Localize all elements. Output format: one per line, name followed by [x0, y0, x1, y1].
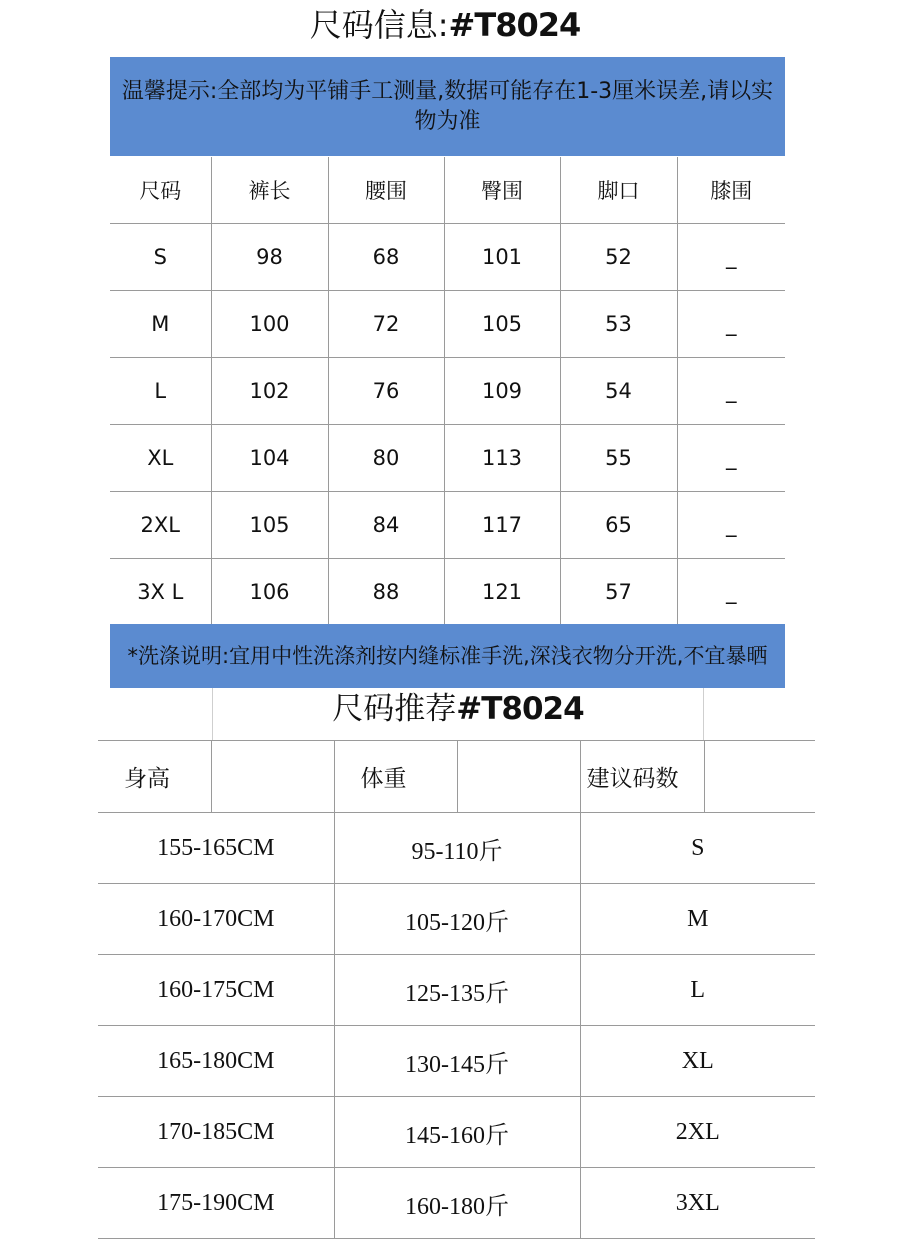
table-row — [98, 955, 815, 1026]
table-cell: 68 — [328, 224, 444, 291]
table-row — [110, 291, 785, 358]
table-cell: 121 — [444, 559, 560, 626]
table-row — [110, 492, 785, 559]
table-cell: 113 — [444, 425, 560, 492]
size-recommend-title — [212, 688, 704, 740]
header-cell: 尺码 — [110, 157, 211, 224]
header-cell-weight: 体重 — [334, 741, 457, 813]
table-cell: _ — [677, 291, 785, 358]
table-cell: 3XL — [580, 1168, 815, 1239]
table-cell: 101 — [444, 224, 560, 291]
size-measurement-table — [110, 157, 785, 626]
table-cell: 53 — [560, 291, 677, 358]
table-cell: L — [110, 358, 211, 425]
table-cell: _ — [677, 358, 785, 425]
table-cell: 52 — [560, 224, 677, 291]
table-cell: _ — [677, 425, 785, 492]
table-cell: 170-185CM — [98, 1097, 334, 1168]
size-recommend-product-code: #T8024 — [456, 691, 584, 727]
recommend-header-row — [98, 741, 815, 813]
table-cell: 165-180CM — [98, 1026, 334, 1097]
table-cell: 160-170CM — [98, 884, 334, 955]
table-cell: 84 — [328, 492, 444, 559]
table-cell: 117 — [444, 492, 560, 559]
header-cell: 腰围 — [328, 157, 444, 224]
table-cell: 3X L — [110, 559, 211, 626]
header-cell: 膝围 — [677, 157, 785, 224]
table-cell: 57 — [560, 559, 677, 626]
header-cell-height: 身高 — [98, 741, 211, 813]
measurement-tip-text: 温馨提示:全部均为平铺手工测量,数据可能存在1-3厘米误差,请以实物为准 — [121, 78, 774, 134]
table-cell: 2XL — [110, 492, 211, 559]
washing-instructions-banner — [110, 624, 785, 688]
table-row — [98, 1026, 815, 1097]
size-recommend-title-text: 尺码推荐 — [332, 691, 457, 727]
table-cell: 155-165CM — [98, 813, 334, 884]
header-cell-spacer — [457, 741, 580, 813]
table-cell: 72 — [328, 291, 444, 358]
table-cell: 100 — [211, 291, 328, 358]
table-cell: _ — [677, 492, 785, 559]
table-row — [98, 884, 815, 955]
table-row — [98, 813, 815, 884]
table-cell: 55 — [560, 425, 677, 492]
table-row — [98, 1097, 815, 1168]
table-cell: XL — [580, 1026, 815, 1097]
table-row — [110, 224, 785, 291]
table-row — [110, 425, 785, 492]
table-cell: 125-135斤 — [334, 955, 580, 1026]
table-cell: _ — [677, 559, 785, 626]
table-cell: 65 — [560, 492, 677, 559]
header-cell: 裤长 — [211, 157, 328, 224]
size-recommend-table — [98, 740, 815, 1239]
table-cell: 105-120斤 — [334, 884, 580, 955]
table-cell: 95-110斤 — [334, 813, 580, 884]
table-cell: M — [110, 291, 211, 358]
header-cell-spacer — [211, 741, 334, 813]
table-cell: 104 — [211, 425, 328, 492]
header-cell-spacer — [704, 741, 815, 813]
table-cell: 2XL — [580, 1097, 815, 1168]
washing-instructions-text: *洗涤说明:宜用中性洗涤剂按内缝标准手洗,深浅衣物分开洗,不宜暴晒 — [127, 644, 768, 668]
size-info-title — [0, 2, 890, 48]
table-cell: XL — [110, 425, 211, 492]
table-cell: 175-190CM — [98, 1168, 334, 1239]
table-cell: 80 — [328, 425, 444, 492]
header-cell: 脚口 — [560, 157, 677, 224]
table-cell: _ — [677, 224, 785, 291]
table-row — [110, 559, 785, 626]
size-info-title-text: 尺码信息: — [309, 6, 449, 44]
measurement-tip-banner — [110, 57, 785, 156]
table-cell: S — [110, 224, 211, 291]
table-cell: 130-145斤 — [334, 1026, 580, 1097]
table-cell: 105 — [211, 492, 328, 559]
table-cell: 98 — [211, 224, 328, 291]
table-row — [110, 358, 785, 425]
table-cell: M — [580, 884, 815, 955]
table-cell: 106 — [211, 559, 328, 626]
table-cell: 102 — [211, 358, 328, 425]
table-cell: 160-180斤 — [334, 1168, 580, 1239]
table-cell: 76 — [328, 358, 444, 425]
table-cell: 160-175CM — [98, 955, 334, 1026]
table-cell: 54 — [560, 358, 677, 425]
header-cell: 臀围 — [444, 157, 560, 224]
header-cell-suggested-size: 建议码数 — [580, 741, 704, 813]
table-cell: L — [580, 955, 815, 1026]
table-cell: 109 — [444, 358, 560, 425]
table-cell: S — [580, 813, 815, 884]
table-cell: 105 — [444, 291, 560, 358]
table-cell: 145-160斤 — [334, 1097, 580, 1168]
table-cell: 88 — [328, 559, 444, 626]
size-table-header-row — [110, 157, 785, 224]
size-info-product-code: #T8024 — [448, 6, 581, 44]
